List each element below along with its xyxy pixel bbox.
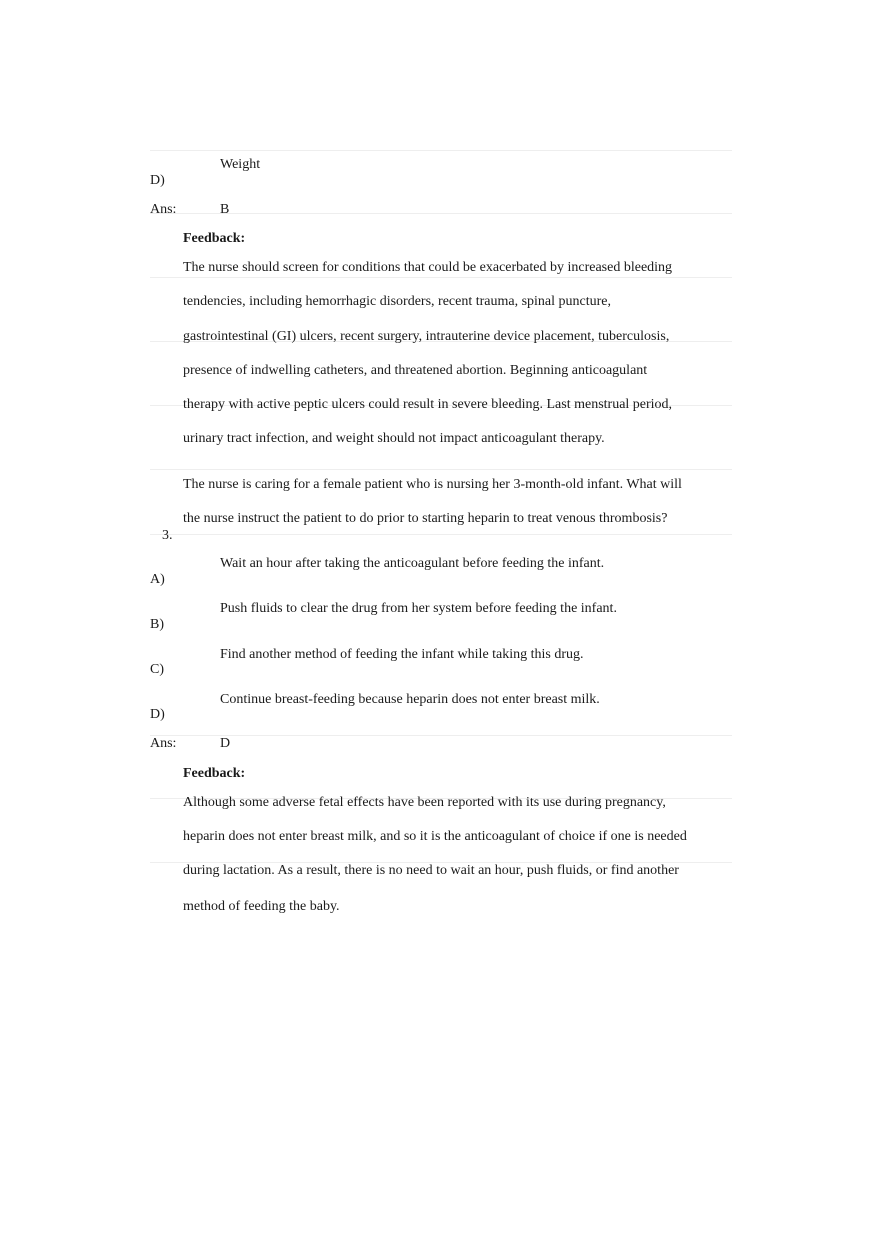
q2-feedback-line: The nurse should screen for conditions that could be exacerbated by increased bleeding xyxy=(183,260,673,275)
q3-option-c-text: Find another method of feeding the infant while taking this drug. xyxy=(220,647,584,662)
q3-option-d-label: D) xyxy=(150,707,165,722)
q2-option-d-text: Weight xyxy=(220,157,261,172)
q2-feedback-line: tendencies, including hemorrhagic disorders, recent trauma, spinal puncture, xyxy=(183,294,612,309)
q3-option-a-text: Wait an hour after taking the anticoagulant before feeding the infant. xyxy=(220,556,605,571)
q2-feedback-line: therapy with active peptic ulcers could result in severe bleeding. Last menstrual period, xyxy=(183,397,673,412)
table-rule xyxy=(150,150,732,151)
table-rule xyxy=(150,534,732,535)
q3-option-b-text: Push fluids to clear the drug from her system before feeding the infant. xyxy=(220,601,617,616)
q3-number: 3. xyxy=(162,528,173,543)
q3-feedback-line: heparin does not enter breast milk, and so it is the anticoagulant of choice if one is needed xyxy=(183,829,687,844)
q2-answer-value: B xyxy=(220,202,230,217)
q3-feedback-line: Although some adverse fetal effects have been reported with its use during pregnancy, xyxy=(183,795,666,810)
q2-feedback-heading: Feedback: xyxy=(183,231,246,246)
q2-answer-label: Ans: xyxy=(150,202,177,217)
q3-feedback-heading: Feedback: xyxy=(183,766,246,781)
q3-stem-line: the nurse instruct the patient to do prior to starting heparin to treat venous thrombosis? xyxy=(183,511,668,526)
q3-option-d-text: Continue breast-feeding because heparin does not enter breast milk. xyxy=(220,692,600,707)
table-rule xyxy=(150,735,732,736)
q3-feedback-line: method of feeding the baby. xyxy=(183,899,340,914)
table-rule xyxy=(150,213,732,214)
q3-feedback-line: during lactation. As a result, there is no need to wait an hour, push fluids, or find another xyxy=(183,863,679,878)
table-rule xyxy=(150,469,732,470)
q2-feedback-line: gastrointestinal (GI) ulcers, recent surgery, intrauterine device placement, tuberculosis, xyxy=(183,329,670,344)
q2-option-d-label: D) xyxy=(150,173,165,188)
table-rule xyxy=(150,277,732,278)
q3-answer-value: D xyxy=(220,736,231,751)
q2-feedback-line: presence of indwelling catheters, and threatened abortion. Beginning anticoagulant xyxy=(183,363,648,378)
q3-option-c-label: C) xyxy=(150,662,164,677)
q2-feedback-line: urinary tract infection, and weight should not impact anticoagulant therapy. xyxy=(183,431,605,446)
q3-option-b-label: B) xyxy=(150,617,164,632)
q3-option-a-label: A) xyxy=(150,572,165,587)
q3-answer-label: Ans: xyxy=(150,736,177,751)
q3-stem-line: The nurse is caring for a female patient who is nursing her 3-month-old infant. What will xyxy=(183,477,682,492)
